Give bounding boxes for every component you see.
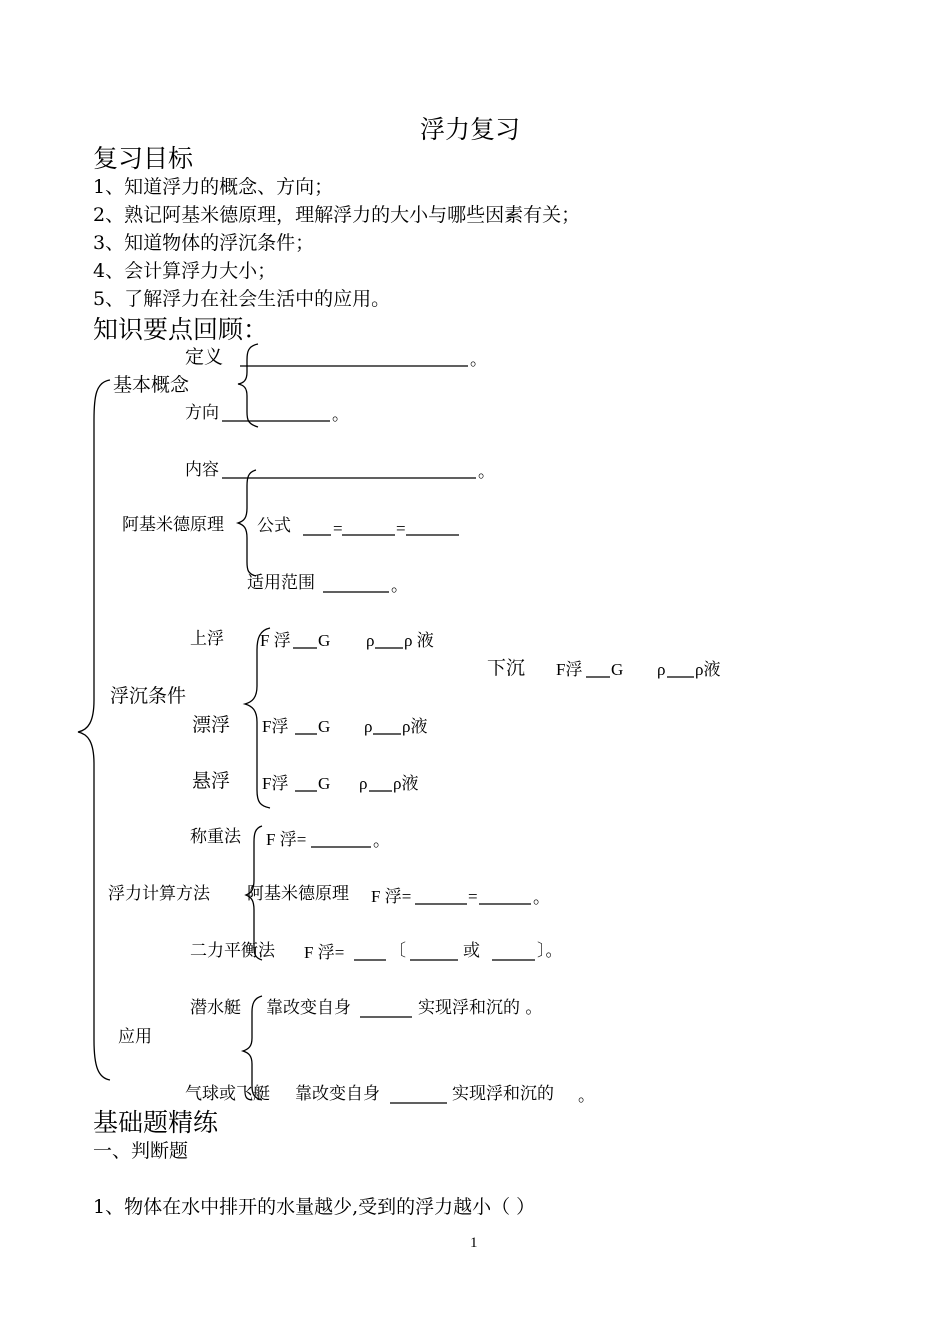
goals-heading: 复习目标	[93, 144, 194, 173]
question-1: 1、物体在水中排开的水量越少,受到的浮力越小（ ）	[93, 1196, 536, 1218]
suspend-f: F浮	[262, 774, 289, 793]
rise-f: F 浮	[260, 631, 291, 650]
balance-close: 〕。	[537, 941, 563, 961]
goal-item-2: 2、熟记阿基米德原理，理解浮力的大小与哪些因素有关；	[93, 204, 581, 226]
rise-g: G	[318, 631, 331, 650]
label-application: 应用	[118, 1027, 152, 1047]
practice-heading: 基础题精练	[93, 1108, 219, 1137]
sink-f: F浮	[556, 660, 583, 679]
balloon-text-a: 靠改变自身	[295, 1084, 380, 1104]
float-rho: ρ	[364, 717, 373, 736]
direction-tail: 。	[332, 405, 349, 425]
label-balloon: 气球或飞艇	[185, 1084, 270, 1104]
submarine-text-a: 靠改变自身	[266, 998, 351, 1018]
label-formula: 公式	[257, 516, 291, 536]
balloon-tail: 。	[578, 1086, 595, 1106]
label-basic-concept: 基本概念	[113, 374, 190, 396]
calc-archimedes-f: F 浮=	[371, 887, 412, 906]
formula-eq-1: =	[333, 519, 343, 538]
label-definition: 定义	[185, 346, 224, 368]
label-weighing: 称重法	[190, 827, 241, 847]
float-g: G	[318, 717, 331, 736]
balance-open: 〔	[389, 941, 406, 961]
calc-archimedes-eq: =	[468, 887, 478, 906]
label-calc-methods: 浮力计算方法	[108, 884, 210, 904]
weighing-f: F 浮=	[266, 830, 307, 849]
label-sink: 下沉	[487, 657, 526, 679]
page-number: 1	[470, 1235, 478, 1251]
goal-item-4: 4、会计算浮力大小；	[93, 260, 277, 282]
sink-rho: ρ	[657, 660, 666, 679]
label-suspending: 悬浮	[192, 770, 231, 792]
label-balance: 二力平衡法	[190, 941, 275, 961]
outer-brace	[78, 380, 110, 1080]
calc-archimedes-tail: 。	[533, 888, 550, 908]
sink-rho-liquid: ρ液	[695, 660, 721, 679]
suspend-rho-liquid: ρ液	[393, 774, 419, 793]
balance-or: 或	[463, 941, 480, 961]
weighing-tail: 。	[373, 831, 390, 851]
rise-rho: ρ	[366, 631, 375, 650]
content-tail: 。	[478, 462, 495, 482]
label-scope: 适用范围	[247, 573, 315, 593]
balance-f: F 浮=	[304, 943, 345, 962]
submarine-text-b: 实现浮和沉的 。	[418, 998, 543, 1018]
label-floating: 漂浮	[192, 714, 231, 736]
goal-item-3: 3、知道物体的浮沉条件；	[93, 232, 315, 254]
label-direction: 方向	[185, 403, 219, 423]
basic-brace	[238, 344, 258, 427]
goal-item-5: 5、了解浮力在社会生活中的应用。	[93, 288, 391, 310]
sink-g: G	[611, 660, 624, 679]
review-heading: 知识要点回顾：	[93, 315, 269, 344]
float-rho-liquid: ρ液	[402, 717, 428, 736]
balloon-text-b: 实现浮和沉的	[452, 1084, 554, 1104]
goal-item-1: 1、知道浮力的概念、方向；	[93, 176, 334, 198]
float-f: F浮	[262, 717, 289, 736]
label-submarine: 潜水艇	[190, 998, 241, 1018]
label-calc-archimedes: 阿基米德原理	[247, 884, 349, 904]
scope-tail: 。	[391, 576, 408, 596]
archimedes-brace	[238, 470, 256, 576]
suspend-g: G	[318, 774, 331, 793]
page-title: 浮力复习	[420, 115, 521, 144]
label-archimedes: 阿基米德原理	[122, 515, 224, 535]
practice-subheading: 一、判断题	[93, 1140, 189, 1162]
definition-tail: 。	[470, 350, 487, 370]
suspend-rho: ρ	[359, 774, 368, 793]
rise-rho-liquid: ρ 液	[404, 631, 434, 650]
label-rise: 上浮	[190, 629, 224, 649]
formula-eq-2: =	[396, 519, 406, 538]
label-content: 内容	[185, 460, 219, 480]
label-float-sink: 浮沉条件	[110, 685, 187, 707]
